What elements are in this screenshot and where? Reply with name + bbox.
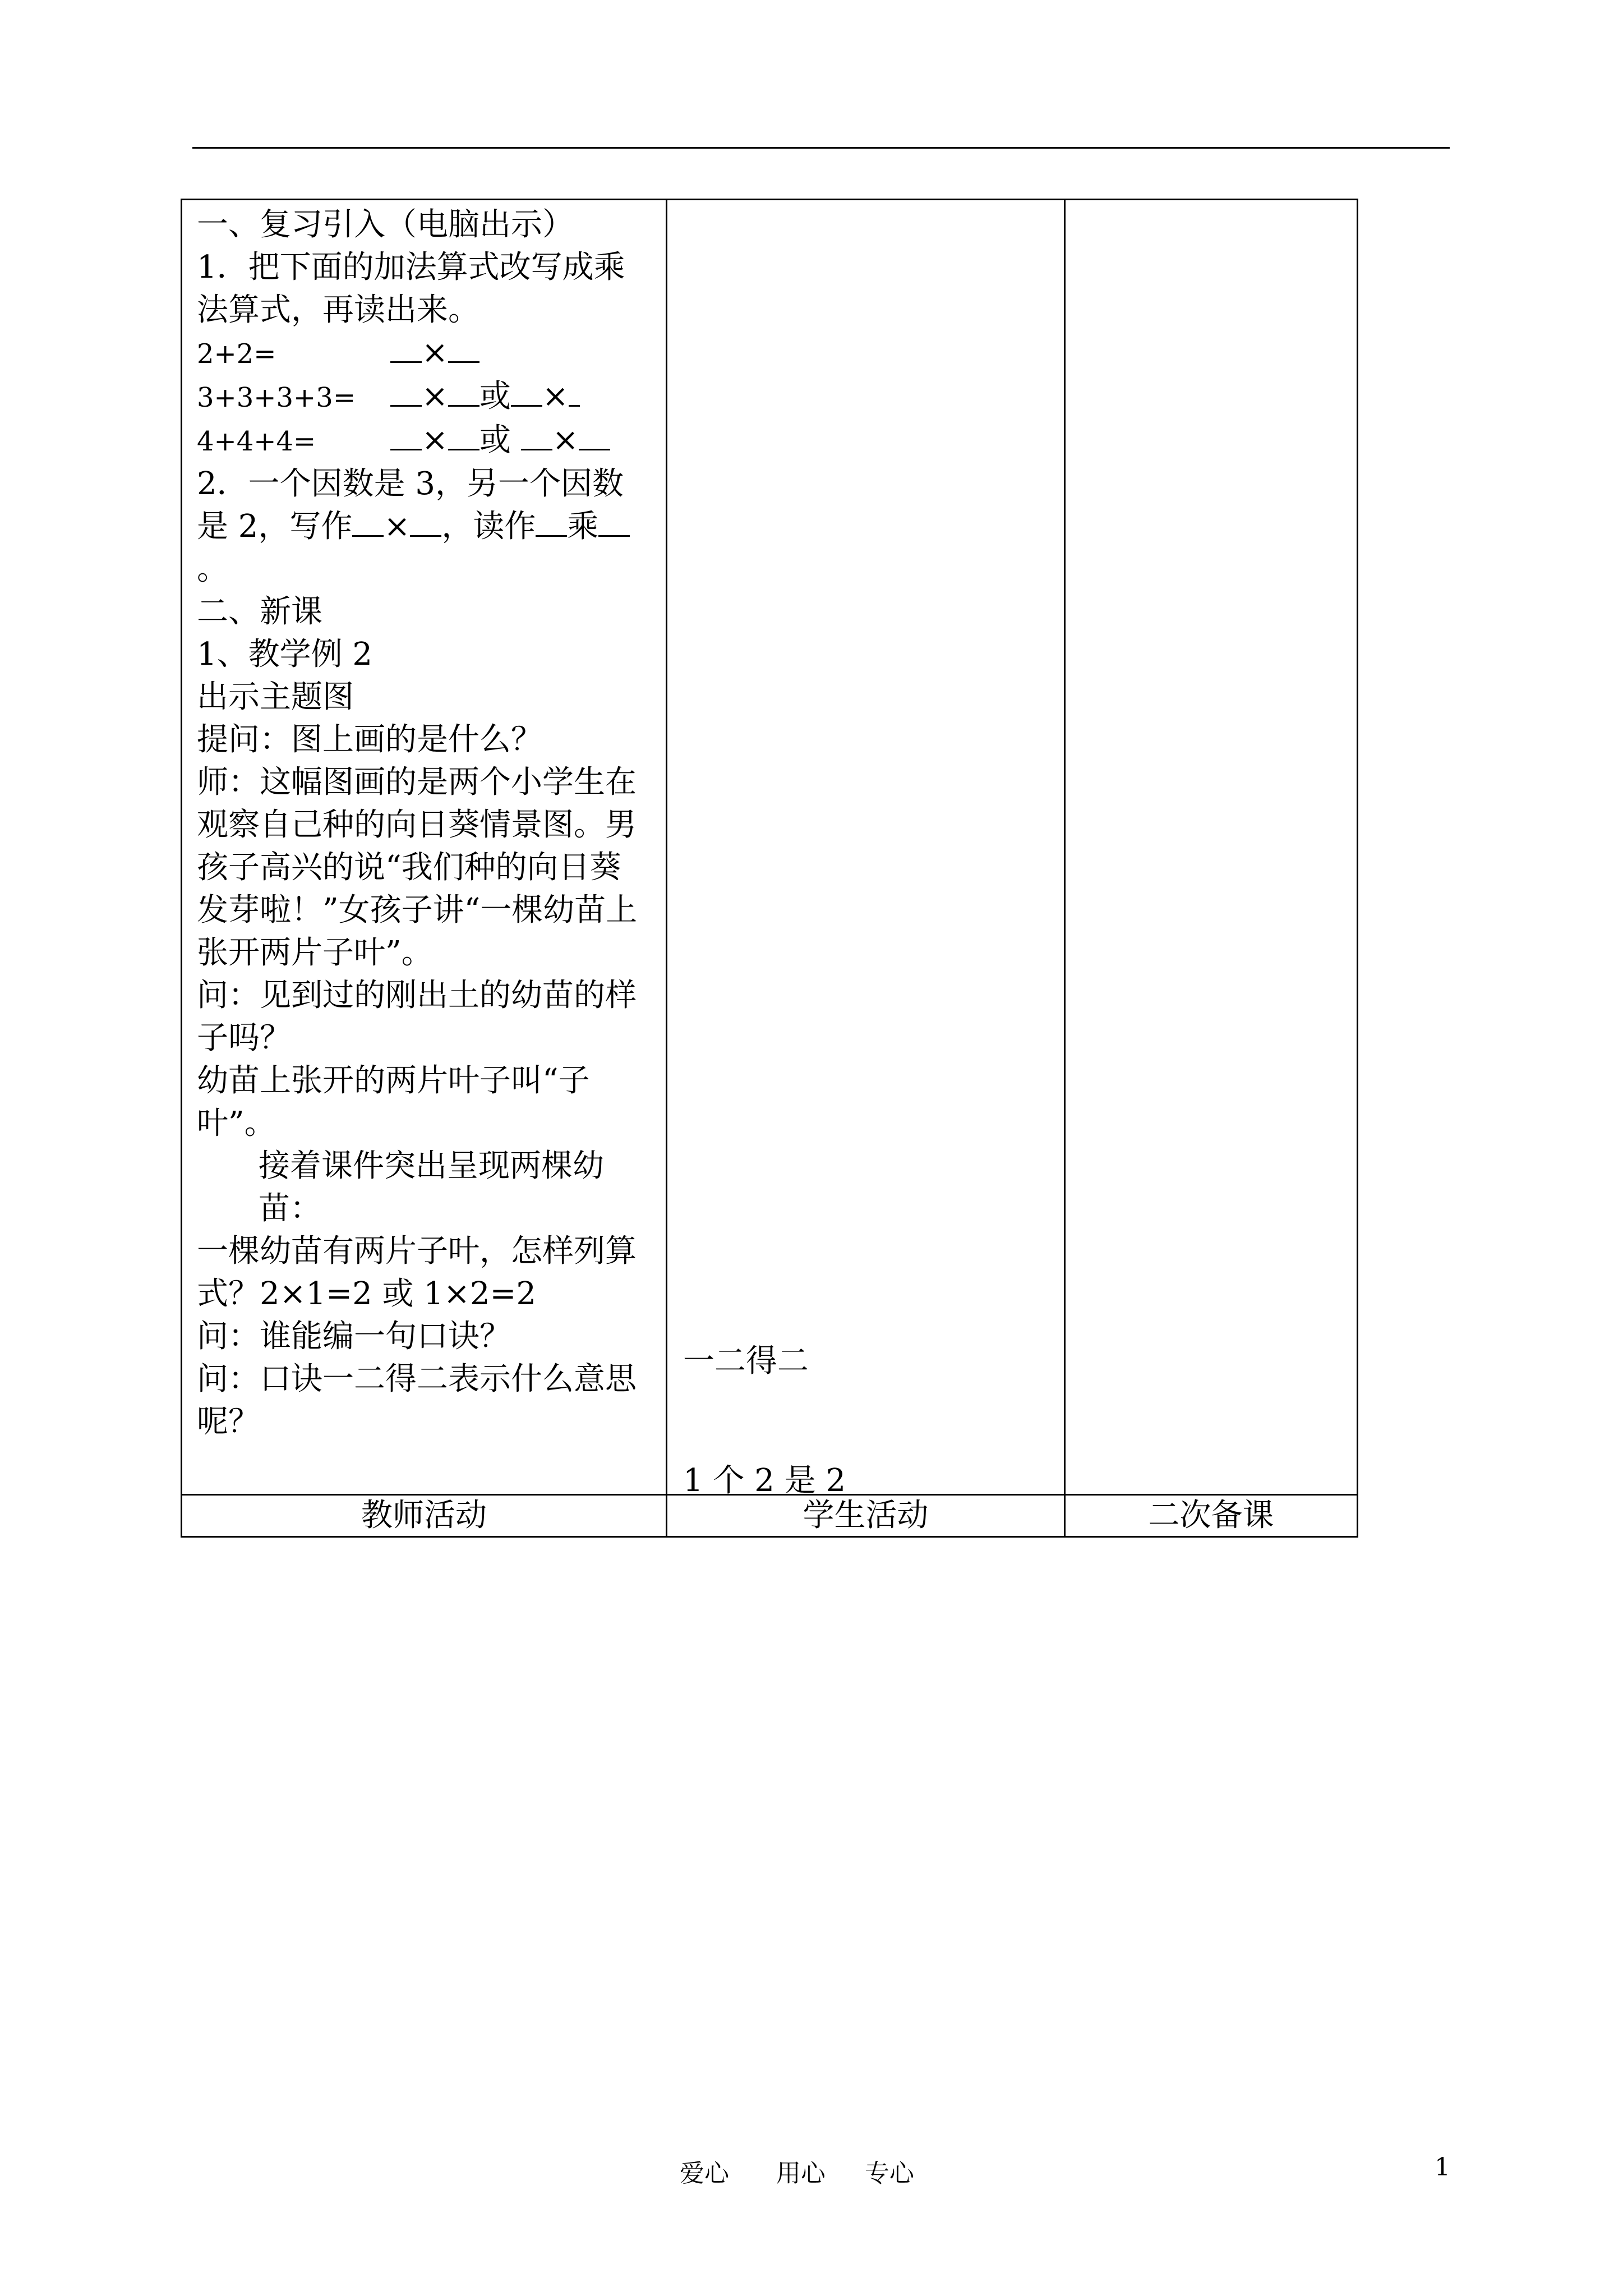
equation-question: 一棵幼苗有两片子叶，怎样列算式？2×1=2 或 1×2=2: [197, 1233, 637, 1312]
show-picture: 出示主题图: [197, 679, 354, 715]
label-second-prep: 二次备课: [1065, 1495, 1358, 1537]
question-1: 提问：图上画的是什么？: [197, 721, 542, 758]
page-number: 1: [1435, 2153, 1450, 2182]
example-heading: 1、教学例 2: [197, 636, 373, 673]
lesson-table: [181, 199, 1358, 1538]
question-4: 问：口诀一二得二表示什么意思呢？: [197, 1361, 637, 1440]
student-answer-2: 1 个 2 是 2: [683, 1462, 846, 1499]
equation-2: 3+3+3+3= × 或 ×: [197, 375, 652, 419]
column-label-row: [182, 1495, 1358, 1537]
header-rule: [192, 147, 1450, 149]
review-heading: 一、复习引入（电脑出示）: [197, 206, 574, 243]
courseware-note: 接着课件突出呈现两棵幼苗：: [259, 1148, 604, 1227]
task-2: 2．一个因数是 3，另一个因数是 2，写作 × ，读作 乘。: [197, 463, 652, 591]
footer-motto: 爱心 用心 专心: [680, 2159, 914, 2188]
equation-1: 2+2= ×: [197, 332, 652, 375]
second-prep-cell: [1065, 200, 1358, 1495]
question-3: 问：谁能编一句口诀？: [197, 1318, 511, 1355]
new-lesson-heading: 二、新课: [197, 593, 322, 630]
student-activity-cell: [667, 200, 1065, 1499]
label-teacher-activity: 教师活动: [182, 1495, 667, 1537]
task-1: 1．把下面的加法算式改写成乘法算式，再读出来。: [197, 249, 625, 328]
teacher-activity-cell: [182, 200, 667, 1495]
student-answer-1: 一二得二: [683, 1343, 809, 1379]
equation-3: 4+4+4= × 或 ×: [197, 419, 652, 463]
teacher-narration: 师：这幅图画的是两个小学生在观察自己种的向日葵情景图。男孩子高兴的说“我们种的向日葵发芽啦！”女孩子讲“一棵幼苗上张开两片子叶”。: [197, 764, 638, 971]
cotyledon-note: 幼苗上张开的两片叶子叫“子叶”。: [197, 1062, 590, 1142]
content-row: [182, 200, 1358, 1495]
label-student-activity: 学生活动: [667, 1495, 1065, 1537]
question-2: 问：见到过的刚出土的幼苗的样子吗？: [197, 977, 637, 1056]
